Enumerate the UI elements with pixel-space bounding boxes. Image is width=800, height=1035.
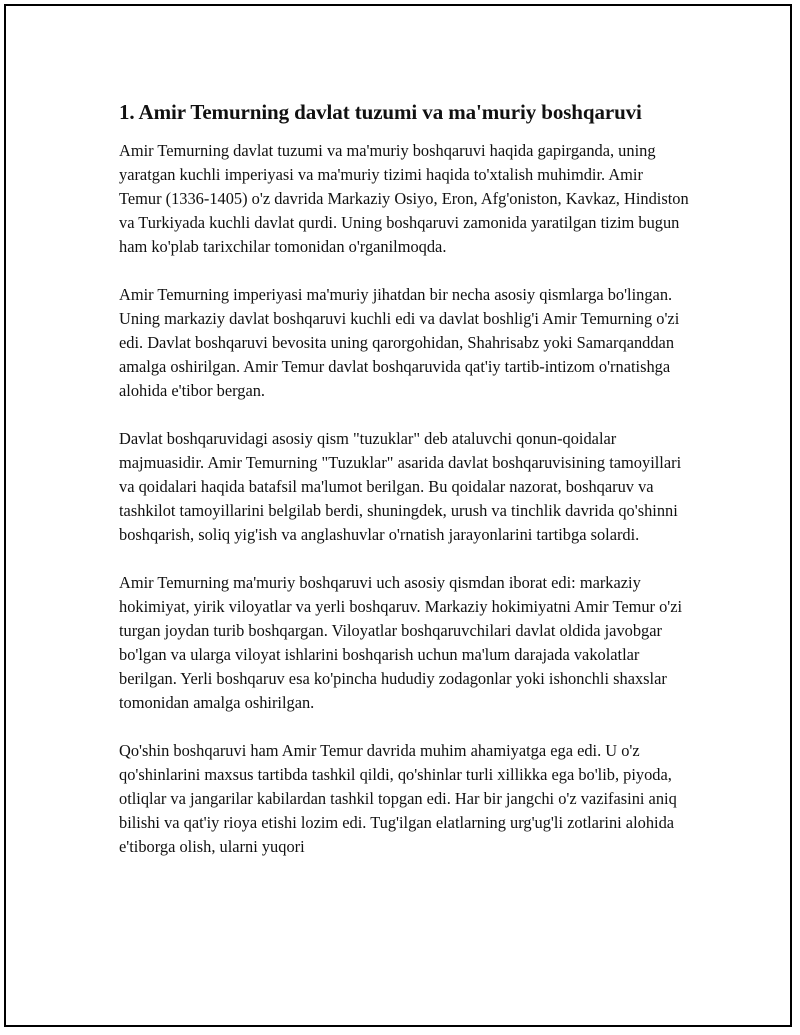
paragraph-3: Davlat boshqaruvidagi asosiy qism "tuzuklar" deb ataluvchi qonun-qoidalar majmuasidir. Amir Temurning "Tuzuklar" asarida davlat boshqaruvisining tamoyillari va qoidalari haqida batafsil ma'lumot berilgan. Bu qoidalar nazorat, boshqaruv va tashkilot tamoyillarini belgilab berdi, shuningdek, urush va tinchlik davrida qo'shinni boshqarish, soliq yig'ish va anglashuvlar o'rnatish jarayonlarini tartibga solardi. <box>119 429 682 544</box>
paragraph-5: Qo'shin boshqaruvi ham Amir Temur davrida muhim ahamiyatga ega edi. U o'z qo'shinlarini maxsus tartibda tashkil qildi, qo'shinlar turli xillikka ega bo'lib, piyoda, otliqlar va jangarilar kabilardan tashkil topgan edi. Har bir jangchi o'z vazifasini aniq bilishi va qat'iy rioya etishi lozim edi. Tug'ilgan elatlarning urg'ug'li zotlarini alohida e'tiborga olish, ularni yuqori <box>119 741 677 856</box>
paragraph-2: Amir Temurning imperiyasi ma'muriy jihatdan bir necha asosiy qismlarga bo'lingan. Uning markaziy davlat boshqaruvi kuchli edi va davlat boshlig'i Amir Temurning o'zi edi. Davlat boshqaruvi bevosita uning qarorgohidan, Shahrisabz yoki Samarqanddan amalga oshirilgan. Amir Temur davlat boshqaruvida qat'iy tartib-intizom o'rnatishga alohida e'tibor bergan. <box>119 285 680 400</box>
page-frame <box>4 4 792 1027</box>
paragraph-1: Amir Temurning davlat tuzumi va ma'muriy boshqaruvi haqida gapirganda, uning yaratgan kuchli imperiyasi va ma'muriy tizimi haqida to'xtalish muhimdir. Amir Temur (1336-1405) o'z davrida Markaziy Osiyo, Eron, Afg'oniston, Kavkaz, Hindiston va Turkiyada kuchli davlat qurdi. Uning boshqaruvi zamonida yaratilgan tizim bugun ham ko'plab tarixchilar tomonidan o'rganilmoqda. <box>119 141 689 256</box>
document-body <box>119 98 689 883</box>
paragraph-4: Amir Temurning ma'muriy boshqaruvi uch asosiy qismdan iborat edi: markaziy hokimiyat, yirik viloyatlar va yerli boshqaruv. Markaziy hokimiyatni Amir Temur o'zi turgan joydan turib boshqargan. Viloyatlar boshqaruvchilari davlat oldida javobgar bo'lgan va ularga viloyat ishlarini boshqarish uchun ma'lum darajada vakolatlar berilgan. Yerli boshqaruv esa ko'pincha hududiy zodagonlar yoki ishonchli shaxslar tomonidan amalga oshirilgan. <box>119 573 683 712</box>
section-title: 1. Amir Temurning davlat tuzumi va ma'muriy boshqaruvi <box>119 100 642 124</box>
